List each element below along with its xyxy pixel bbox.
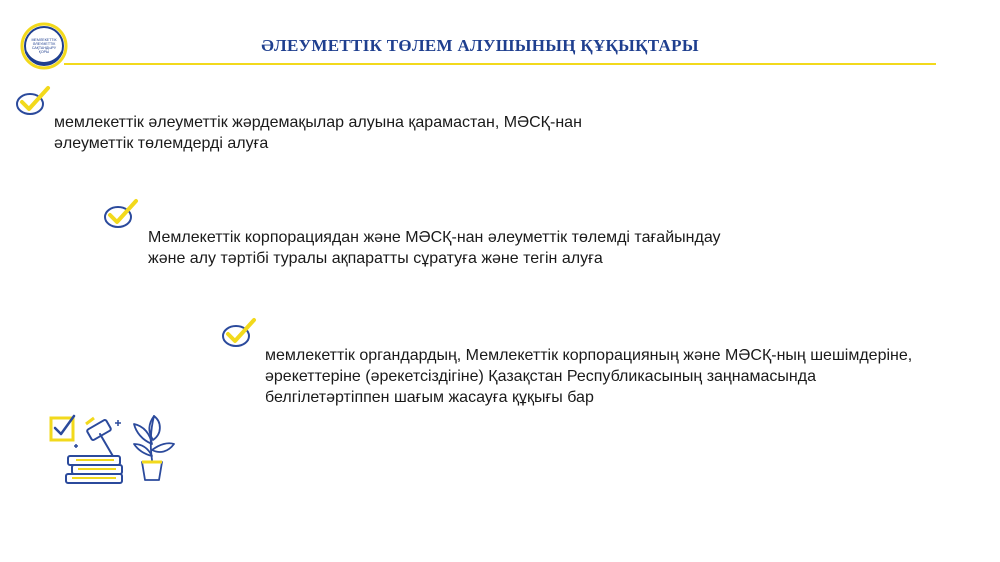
right-item-3-line3: белгілетәртіппен шағым жасауға құқығы бар: [265, 389, 594, 406]
checkmark-icon: [220, 316, 258, 350]
right-item-2: [148, 227, 721, 269]
right-item-1: [54, 112, 582, 154]
gavel-icon: [86, 418, 114, 458]
right-item-3-line1: мемлекеттік органдардың, Мемлекеттік корпорацияның және МӘСҚ-ның шешімдеріне,: [265, 347, 913, 364]
organization-logo: [20, 22, 68, 70]
gavel-books-illustration: [48, 412, 130, 486]
title-divider: [64, 63, 936, 65]
right-item-1-line2: әлеуметтік төлемдерді алуға: [54, 135, 269, 152]
potted-plant-icon: [128, 410, 176, 482]
svg-text:ӘЛЕУМЕТТІК: ӘЛЕУМЕТТІК: [32, 42, 56, 46]
right-item-3-line2: әрекеттеріне (әрекетсіздігіне) Қазақстан Республикасының заңнамасында: [265, 368, 816, 385]
right-item-3: [265, 345, 912, 408]
right-item-2-line1: Мемлекеттік корпорациядан және МӘСҚ-нан әлеуметтік төлемді тағайындау: [148, 229, 721, 246]
svg-text:МЕМЛЕКЕТТІК: МЕМЛЕКЕТТІК: [31, 38, 57, 42]
page-title: ӘЛЕУМЕТТІК ТӨЛЕМ АЛУШЫНЫҢ ҚҰҚЫҚТАРЫ: [261, 36, 699, 55]
checkbox-icon: [51, 416, 74, 440]
books-icon: [66, 456, 122, 483]
checkmark-icon: [14, 84, 52, 118]
checkmark-icon: [102, 197, 140, 231]
svg-text:ҚОРЫ: ҚОРЫ: [38, 50, 50, 54]
right-item-1-line1: мемлекеттік әлеуметтік жәрдемақылар алуына қарамастан, МӘСҚ-нан: [54, 114, 582, 131]
svg-text:САҚТАНДЫРУ: САҚТАНДЫРУ: [31, 46, 57, 50]
right-item-2-line2: және алу тәртібі туралы ақпаратты сұратуға және тегін алуға: [148, 250, 603, 267]
